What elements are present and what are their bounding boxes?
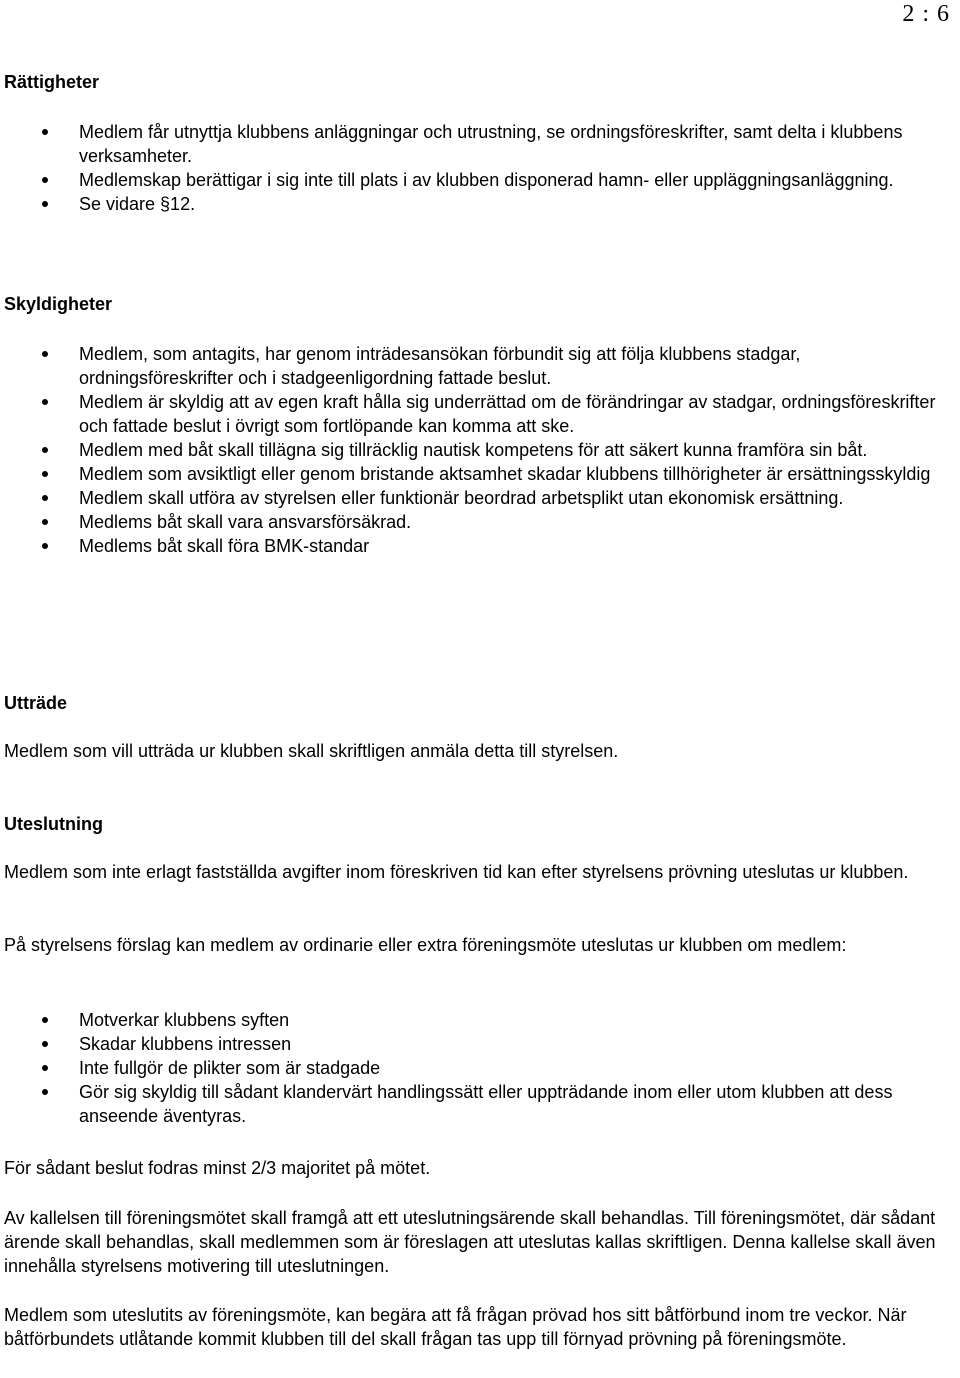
list-item: Medlem är skyldig att av egen kraft hålla sig underrättad om de förändringar av stadgar, ordningsföreskrifter och fattade beslut i övrigt som fortlöpande kan komma att ske. <box>0 390 946 438</box>
uteslutning-heading: Uteslutning <box>4 814 103 834</box>
uteslutning-para-2: På styrelsens förslag kan medlem av ordinarie eller extra föreningsmöte uteslutas ur klubben om medlem: <box>4 935 847 955</box>
list-item: Se vidare §12. <box>0 192 946 216</box>
bullet-icon <box>42 447 48 453</box>
page-number: 2 : 6 <box>902 1 950 27</box>
bullet-icon <box>42 543 48 549</box>
bullet-icon <box>42 177 48 183</box>
rattigheter-list <box>0 120 946 216</box>
skyldigheter-heading: Skyldigheter <box>4 294 113 314</box>
bullet-icon <box>42 129 48 135</box>
skyldigheter-list <box>0 342 946 558</box>
list-item: Motverkar klubbens syften <box>0 1008 946 1032</box>
list-item: Medlem skall utföra av styrelsen eller funktionär beordrad arbetsplikt utan ekonomisk ersättning. <box>0 486 946 510</box>
bullet-icon <box>42 495 48 501</box>
uteslutning-para-5: Medlem som uteslutits av föreningsmöte, kan begära att få frågan prövad hos sitt båtförbund inom tre veckor. När båtförbundets utlåtande kommit klubben till del skall frågan tas upp till förnyad prövning på föreningsmöte. <box>4 1305 907 1349</box>
list-item: Medlem, som antagits, har genom inträdesansökan förbundit sig att följa klubbens stadgar, ordningsföreskrifter och i stadgeenligordning fattade beslut. <box>0 342 946 390</box>
bullet-icon <box>42 1017 48 1023</box>
uteslutning-para-3: För sådant beslut fodras minst 2/3 majoritet på mötet. <box>4 1158 431 1178</box>
uteslutning-list <box>0 1008 946 1128</box>
bullet-icon <box>42 351 48 357</box>
bullet-icon <box>42 399 48 405</box>
list-item: Medlem får utnyttja klubbens anläggningar och utrustning, se ordningsföreskrifter, samt delta i klubbens verksamheter. <box>0 120 946 168</box>
list-item: Medlem som avsiktligt eller genom bristande aktsamhet skadar klubbens tillhörigheter är ersättningsskyldig <box>0 462 946 486</box>
bullet-icon <box>42 1089 48 1095</box>
uttrade-text: Medlem som vill utträda ur klubben skall skriftligen anmäla detta till styrelsen. <box>4 741 619 761</box>
list-item: Inte fullgör de plikter som är stadgade <box>0 1056 946 1080</box>
bullet-icon <box>42 201 48 207</box>
list-item: Medlem med båt skall tillägna sig tillräcklig nautisk kompetens för att säkert kunna framföra sin båt. <box>0 438 946 462</box>
list-item: Medlems båt skall föra BMK-standar <box>0 534 946 558</box>
uteslutning-para-4: Av kallelsen till föreningsmötet skall framgå att ett uteslutningsärende skall behandlas. Till föreningsmötet, där sådant ärende skall behandlas, skall medlemmen som är föreslagen att uteslutas kallas skriftligen. Denna kallelse skall även innehålla styrelsens motivering till uteslutningen. <box>4 1208 936 1276</box>
list-item: Skadar klubbens intressen <box>0 1032 946 1056</box>
list-item: Medlems båt skall vara ansvarsförsäkrad. <box>0 510 946 534</box>
list-item: Gör sig skyldig till sådant klandervärt handlingssätt eller uppträdande inom eller utom klubben att dess anseende äventyras. <box>0 1080 946 1128</box>
list-item: Medlemskap berättigar i sig inte till plats i av klubben disponerad hamn- eller uppläggningsanläggning. <box>0 168 946 192</box>
rattigheter-heading: Rättigheter <box>4 72 100 92</box>
bullet-icon <box>42 1041 48 1047</box>
uteslutning-para-1: Medlem som inte erlagt fastställda avgifter inom föreskriven tid kan efter styrelsens prövning uteslutas ur klubben. <box>4 862 909 882</box>
uttrade-heading: Utträde <box>4 693 68 713</box>
bullet-icon <box>42 1065 48 1071</box>
bullet-icon <box>42 471 48 477</box>
bullet-icon <box>42 519 48 525</box>
